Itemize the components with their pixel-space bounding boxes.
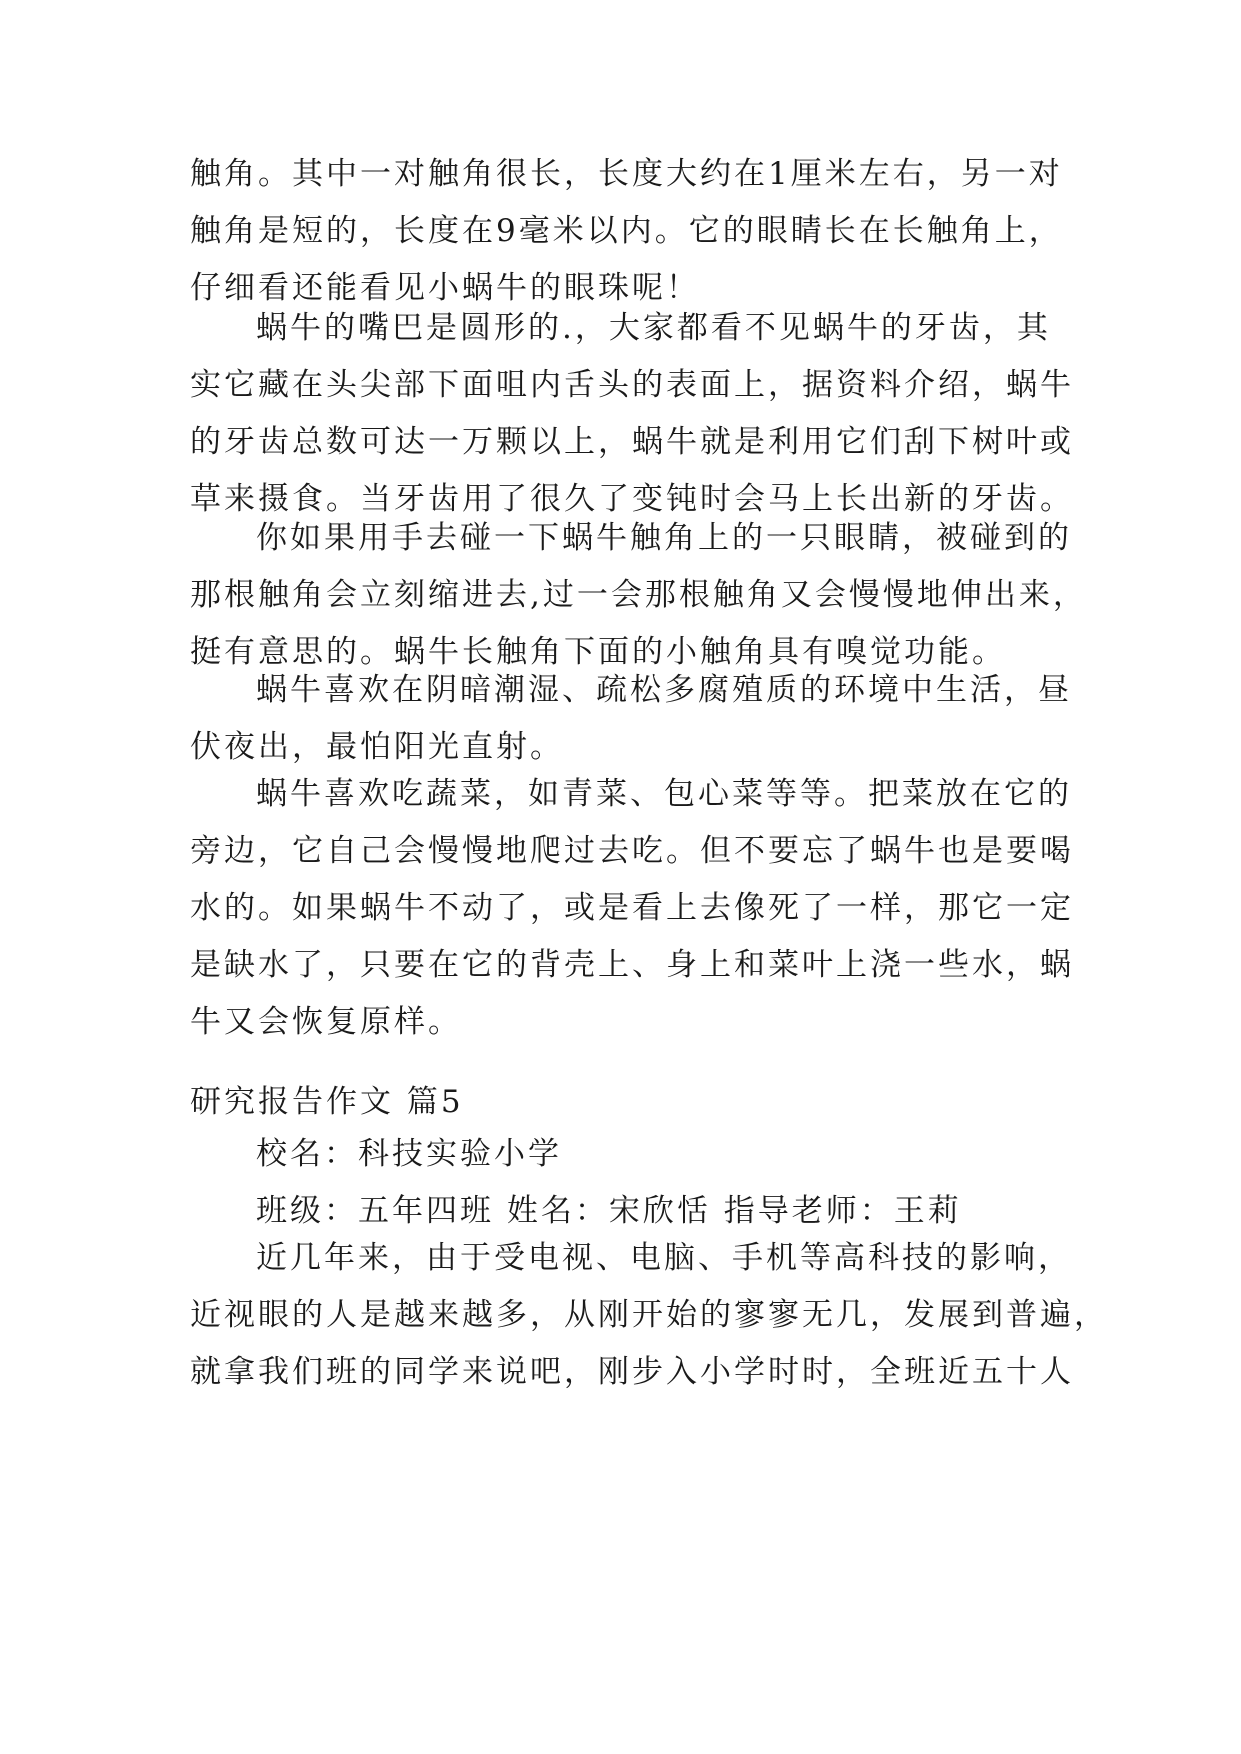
text-line: 牛又会恢复原样。 (190, 1004, 462, 1040)
text-line: 实它藏在头尖部下面咀内舌头的表面上，据资料介绍，蜗牛 (190, 367, 1074, 403)
text-line: 近视眼的人是越来越多，从刚开始的寥寥无几，发展到普遍， (190, 1297, 1108, 1333)
text-line: 仔细看还能看见小蜗牛的眼珠呢！ (190, 270, 700, 306)
text-line: 你如果用手去碰一下蜗牛触角上的一只眼睛，被碰到的 (256, 520, 1072, 556)
section-heading: 研究报告作文 篇5 (190, 1084, 464, 1120)
text-line: 伏夜出，最怕阳光直射。 (190, 729, 564, 765)
paragraph-diet (190, 766, 1074, 1051)
text-line: 的牙齿总数可达一万颗以上，蜗牛就是利用它们刮下树叶或 (190, 424, 1074, 460)
paragraph-touch-eye (190, 510, 1087, 681)
text-line: 触角。其中一对触角很长，长度大约在1厘米左右，另一对 (190, 156, 1063, 192)
intro-paragraph (190, 146, 1070, 317)
text-line: 水的。如果蜗牛不动了，或是看上去像死了一样，那它一定 (190, 890, 1074, 926)
text-line: 旁边，它自己会慢慢地爬过去吃。但不要忘了蜗牛也是要喝 (190, 833, 1074, 869)
paragraph-mouth-teeth (190, 300, 1074, 528)
text-line: 蜗牛的嘴巴是圆形的.，大家都看不见蜗牛的牙齿，其 (256, 310, 1051, 346)
text-line: 那根触角会立刻缩进去,过一会那根触角又会慢慢地伸出来， (190, 577, 1087, 613)
report-meta (190, 1126, 1070, 1240)
school-name: 校名：科技实验小学 (256, 1136, 562, 1172)
section-title (190, 1074, 1070, 1131)
text-line: 触角是短的，长度在9毫米以内。它的眼睛长在长触角上， (190, 213, 1063, 249)
text-line: 是缺水了，只要在它的背壳上、身上和菜叶上浇一些水，蜗 (190, 947, 1074, 983)
class-info: 班级：五年四班 姓名：宋欣恬 指导老师：王莉 (256, 1193, 962, 1229)
text-line: 就拿我们班的同学来说吧，刚步入小学时时，全班近五十人 (190, 1354, 1074, 1390)
text-line: 蜗牛喜欢在阴暗潮湿、疏松多腐殖质的环境中生活，昼 (256, 672, 1072, 708)
text-line: 近几年来，由于受电视、电脑、手机等高科技的影响， (256, 1240, 1072, 1276)
paragraph-habitat (190, 662, 1070, 776)
report-body (190, 1230, 1108, 1401)
text-line: 草来摄食。当牙齿用了很久了变钝时会马上长出新的牙齿。 (190, 481, 1074, 517)
text-line: 挺有意思的。蜗牛长触角下面的小触角具有嗅觉功能。 (190, 634, 1006, 670)
text-line: 蜗牛喜欢吃蔬菜，如青菜、包心菜等等。把菜放在它的 (256, 776, 1072, 812)
